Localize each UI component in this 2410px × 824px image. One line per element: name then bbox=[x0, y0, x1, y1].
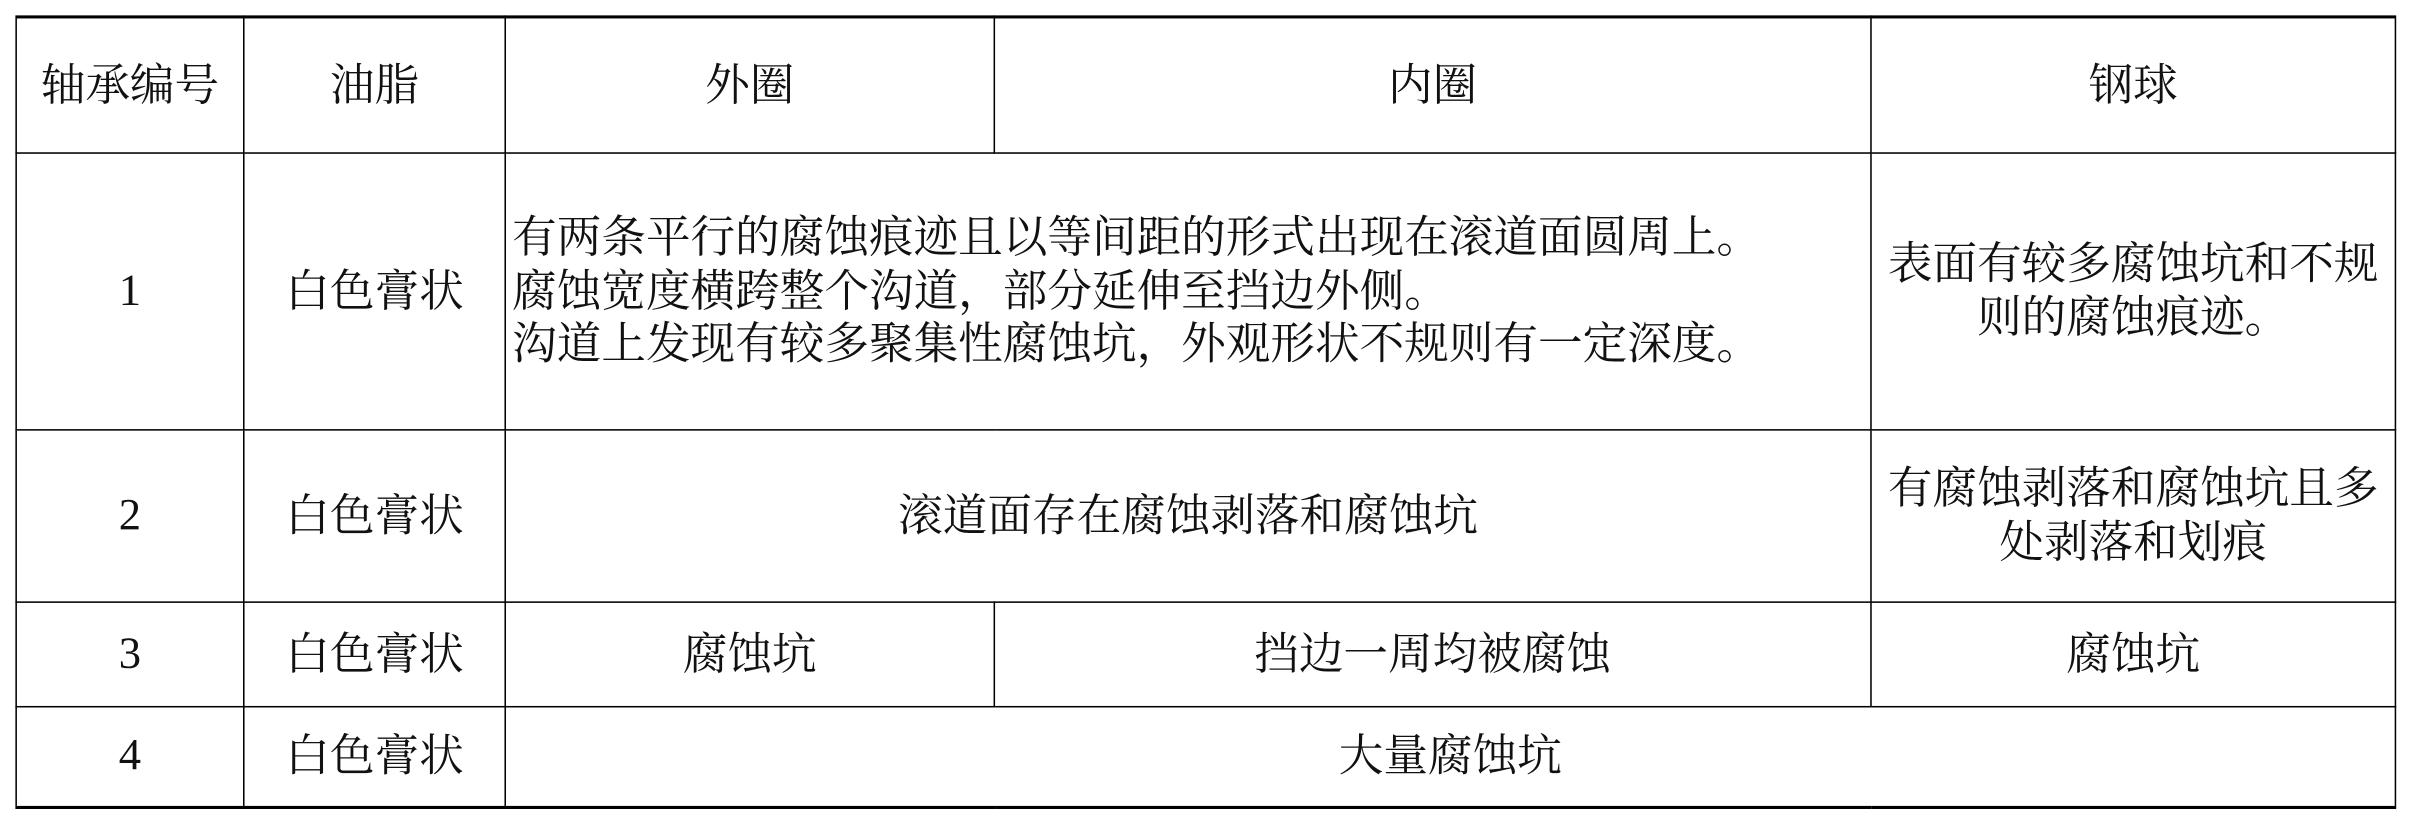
table-row bbox=[16, 152, 2395, 429]
bearing-no-cell: 2 bbox=[16, 429, 244, 601]
grease-cell: 白色膏状 bbox=[244, 152, 505, 429]
ball-cell bbox=[1871, 429, 2395, 601]
grease-cell: 白色膏状 bbox=[244, 601, 505, 706]
header-row bbox=[16, 17, 2395, 152]
bearing-no-cell: 4 bbox=[16, 706, 244, 808]
description-line: 有两条平行的腐蚀痕迹且以等间距的形式出现在滚道面圆周上。 bbox=[512, 210, 1762, 263]
inner-ring-cell: 挡边一周均被腐蚀 bbox=[994, 601, 1871, 706]
all-parts-cell: 大量腐蚀坑 bbox=[505, 706, 2395, 808]
grease-cell: 白色膏状 bbox=[244, 429, 505, 601]
header-grease: 油脂 bbox=[244, 17, 505, 152]
bearing-no-cell: 1 bbox=[16, 152, 244, 429]
ball-cell bbox=[1871, 152, 2395, 429]
description-line: 沟道上发现有较多聚集性腐蚀坑，外观形状不规则有一定深度。 bbox=[512, 317, 1762, 370]
header-outer-ring: 外圈 bbox=[505, 17, 994, 152]
rings-description-cell: 滚道面存在腐蚀剥落和腐蚀坑 bbox=[505, 429, 1871, 601]
ball-description: 表面有较多腐蚀坑和不规则的腐蚀痕迹。 bbox=[1887, 237, 2379, 343]
grease-cell: 白色膏状 bbox=[244, 706, 505, 808]
rings-description-cell bbox=[505, 152, 1871, 429]
table-row bbox=[16, 601, 2395, 706]
header-ball: 钢球 bbox=[1871, 17, 2395, 152]
table-row bbox=[16, 706, 2395, 808]
bearing-no-cell: 3 bbox=[16, 601, 244, 706]
ball-cell: 腐蚀坑 bbox=[1871, 601, 2395, 706]
bearing-corrosion-table bbox=[15, 15, 2396, 809]
table-row bbox=[16, 429, 2395, 601]
header-inner-ring: 内圈 bbox=[994, 17, 1871, 152]
description-line: 腐蚀宽度横跨整个沟道，部分延伸至挡边外侧。 bbox=[512, 263, 1449, 317]
header-bearing-no: 轴承编号 bbox=[16, 17, 244, 152]
outer-ring-cell: 腐蚀坑 bbox=[505, 601, 994, 706]
ball-description: 有腐蚀剥落和腐蚀坑且多处剥落和划痕 bbox=[1887, 461, 2379, 568]
